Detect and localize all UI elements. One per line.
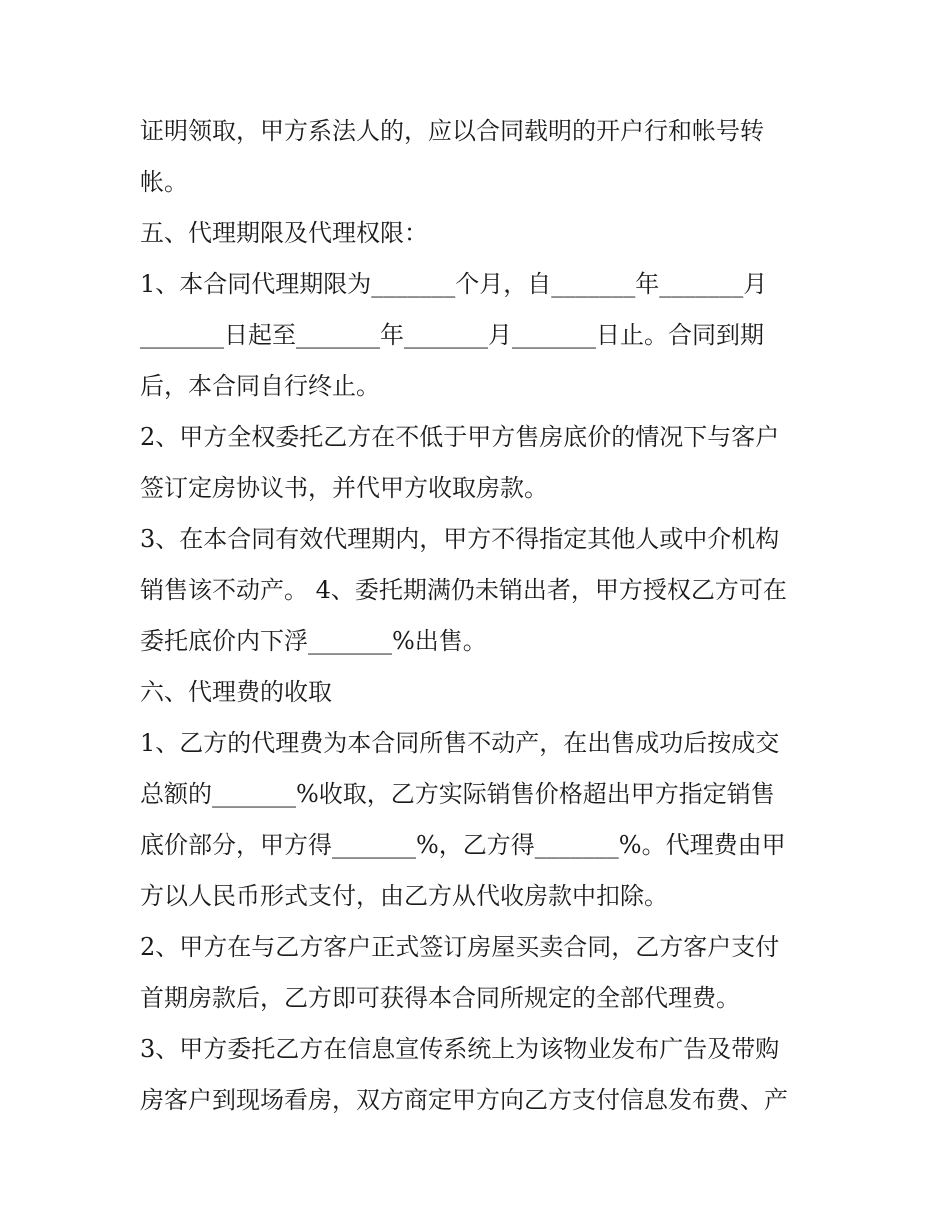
text-line: 后，本合同自行终止。: [140, 372, 380, 400]
section-heading: 五、代理期限及代理权限：: [140, 219, 428, 247]
text-line: 1、乙方的代理费为本合同所售不动产，在出售成功后按成交: [140, 729, 780, 757]
text-line: 1、本合同代理期限为_______个月，自_______年_______月: [140, 270, 768, 298]
text-line: 销售该不动产。 4、委托期满仍未销出者，甲方授权乙方可在: [140, 576, 787, 604]
text-line: 底价部分，甲方得_______%，乙方得_______%。代理费由甲: [140, 831, 786, 859]
text-line: 证明领取，甲方系法人的，应以合同载明的开户行和帐号转: [140, 117, 764, 145]
text-line: 方以人民币形式支付，由乙方从代收房款中扣除。: [140, 882, 668, 910]
text-line: 3、甲方委托乙方在信息宣传系统上为该物业发布广告及带购: [140, 1035, 780, 1063]
text-line: 3、在本合同有效代理期内，甲方不得指定其他人或中介机构: [140, 525, 780, 553]
text-line: 委托底价内下浮_______%出售。: [140, 627, 487, 655]
text-line: 总额的_______%收取，乙方实际销售价格超出甲方指定销售: [140, 780, 775, 808]
text-line: 签订定房协议书，并代甲方收取房款。: [140, 474, 548, 502]
text-line: 帐。: [140, 168, 188, 196]
contract-text: [140, 106, 820, 1126]
section-heading: 六、代理费的收取: [140, 678, 332, 706]
text-line: 房客户到现场看房，双方商定甲方向乙方支付信息发布费、产: [140, 1086, 788, 1114]
text-line: 首期房款后，乙方即可获得本合同所规定的全部代理费。: [140, 984, 740, 1012]
text-line: _______日起至_______年_______月_______日止。合同到期: [140, 321, 764, 349]
text-line: 2、甲方在与乙方客户正式签订房屋买卖合同，乙方客户支付: [140, 933, 780, 961]
text-line: 2、甲方全权委托乙方在不低于甲方售房底价的情况下与客户: [140, 423, 780, 451]
